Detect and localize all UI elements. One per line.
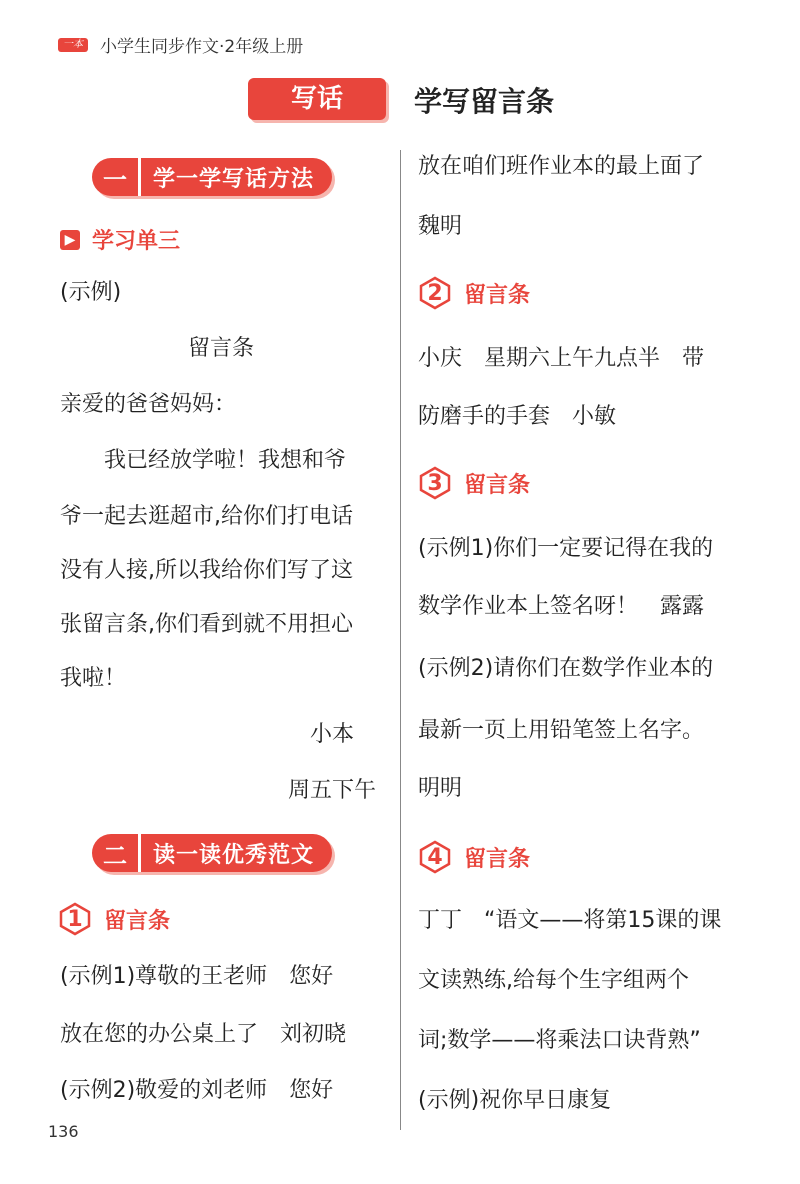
item-heading-2 bbox=[418, 276, 530, 310]
item-line: 文读熟练,给每个生字组两个 bbox=[418, 968, 689, 993]
item-line: 最新一页上用铅笔签上名字。 bbox=[418, 718, 705, 743]
hexagon-number-icon: 2 bbox=[418, 276, 452, 310]
item-label: 留言条 bbox=[464, 846, 531, 872]
section-label: 读一读优秀范文 bbox=[153, 842, 315, 868]
section-label: 学一学写话方法 bbox=[153, 166, 315, 192]
item-line: 放在您的办公桌上了 刘初晓 bbox=[60, 1022, 347, 1047]
section-number: 一 bbox=[92, 158, 141, 196]
item-line: (示例)祝你早日康复 bbox=[418, 1088, 612, 1113]
section-number: 二 bbox=[92, 834, 141, 872]
item-line: 明明 bbox=[418, 776, 463, 801]
item-line: 防磨手的手套 小敏 bbox=[418, 404, 617, 429]
item-line: (示例2)请你们在数学作业本的 bbox=[418, 656, 714, 681]
note-greeting: 亲爱的爸爸妈妈： bbox=[60, 392, 237, 417]
page-title: 学写留言条 bbox=[414, 85, 555, 118]
hexagon-number-icon: 4 bbox=[418, 840, 452, 874]
item-line: 小庆 星期六上午九点半 带 bbox=[418, 346, 705, 371]
continued-line: 魏明 bbox=[418, 214, 463, 239]
item-label: 留言条 bbox=[464, 282, 531, 308]
item-line: 数学作业本上签名呀！ 露露 bbox=[418, 594, 705, 619]
hexagon-number-icon: 1 bbox=[58, 902, 92, 936]
note-body-line: 我已经放学啦！我想和爷 bbox=[104, 448, 347, 473]
item-line: (示例2)敬爱的刘老师 您好 bbox=[60, 1078, 334, 1103]
item-heading-4 bbox=[418, 840, 530, 874]
note-title: 留言条 bbox=[188, 336, 255, 361]
column-divider bbox=[400, 150, 401, 1130]
item-heading-1 bbox=[58, 902, 170, 936]
item-label: 留言条 bbox=[104, 908, 171, 934]
book-logo: 一本 bbox=[58, 38, 88, 52]
note-body-line: 没有人接,所以我给你们写了这 bbox=[60, 558, 353, 583]
item-line: (示例1)你们一定要记得在我的 bbox=[418, 536, 714, 561]
arrow-right-icon: ▶ bbox=[60, 230, 80, 250]
note-time: 周五下午 bbox=[288, 778, 377, 803]
section-header-2 bbox=[92, 834, 332, 872]
note-body-line: 张留言条,你们看到就不用担心 bbox=[60, 612, 353, 637]
note-body-line: 我啦！ bbox=[60, 666, 127, 691]
hexagon-number-icon: 3 bbox=[418, 466, 452, 500]
sub-heading bbox=[60, 224, 180, 255]
item-line: 丁丁 “语文——将第15课的课 bbox=[418, 908, 722, 933]
page-number: 136 bbox=[48, 1122, 79, 1141]
item-line: (示例1)尊敬的王老师 您好 bbox=[60, 964, 334, 989]
section-header-1 bbox=[92, 158, 332, 196]
continued-line: 放在咱们班作业本的最上面了 bbox=[418, 154, 705, 179]
item-line: 词;数学——将乘法口诀背熟” bbox=[418, 1028, 701, 1053]
item-label: 留言条 bbox=[464, 472, 531, 498]
example-tag: (示例) bbox=[60, 280, 122, 305]
item-heading-3 bbox=[418, 466, 530, 500]
book-title: 小学生同步作文·2年级上册 bbox=[100, 37, 304, 57]
note-body-line: 爷一起去逛超市,给你们打电话 bbox=[60, 504, 353, 529]
sub-heading-label: 学习单三 bbox=[92, 229, 181, 254]
note-signer: 小本 bbox=[310, 722, 355, 747]
title-banner: 写话 bbox=[248, 78, 386, 120]
